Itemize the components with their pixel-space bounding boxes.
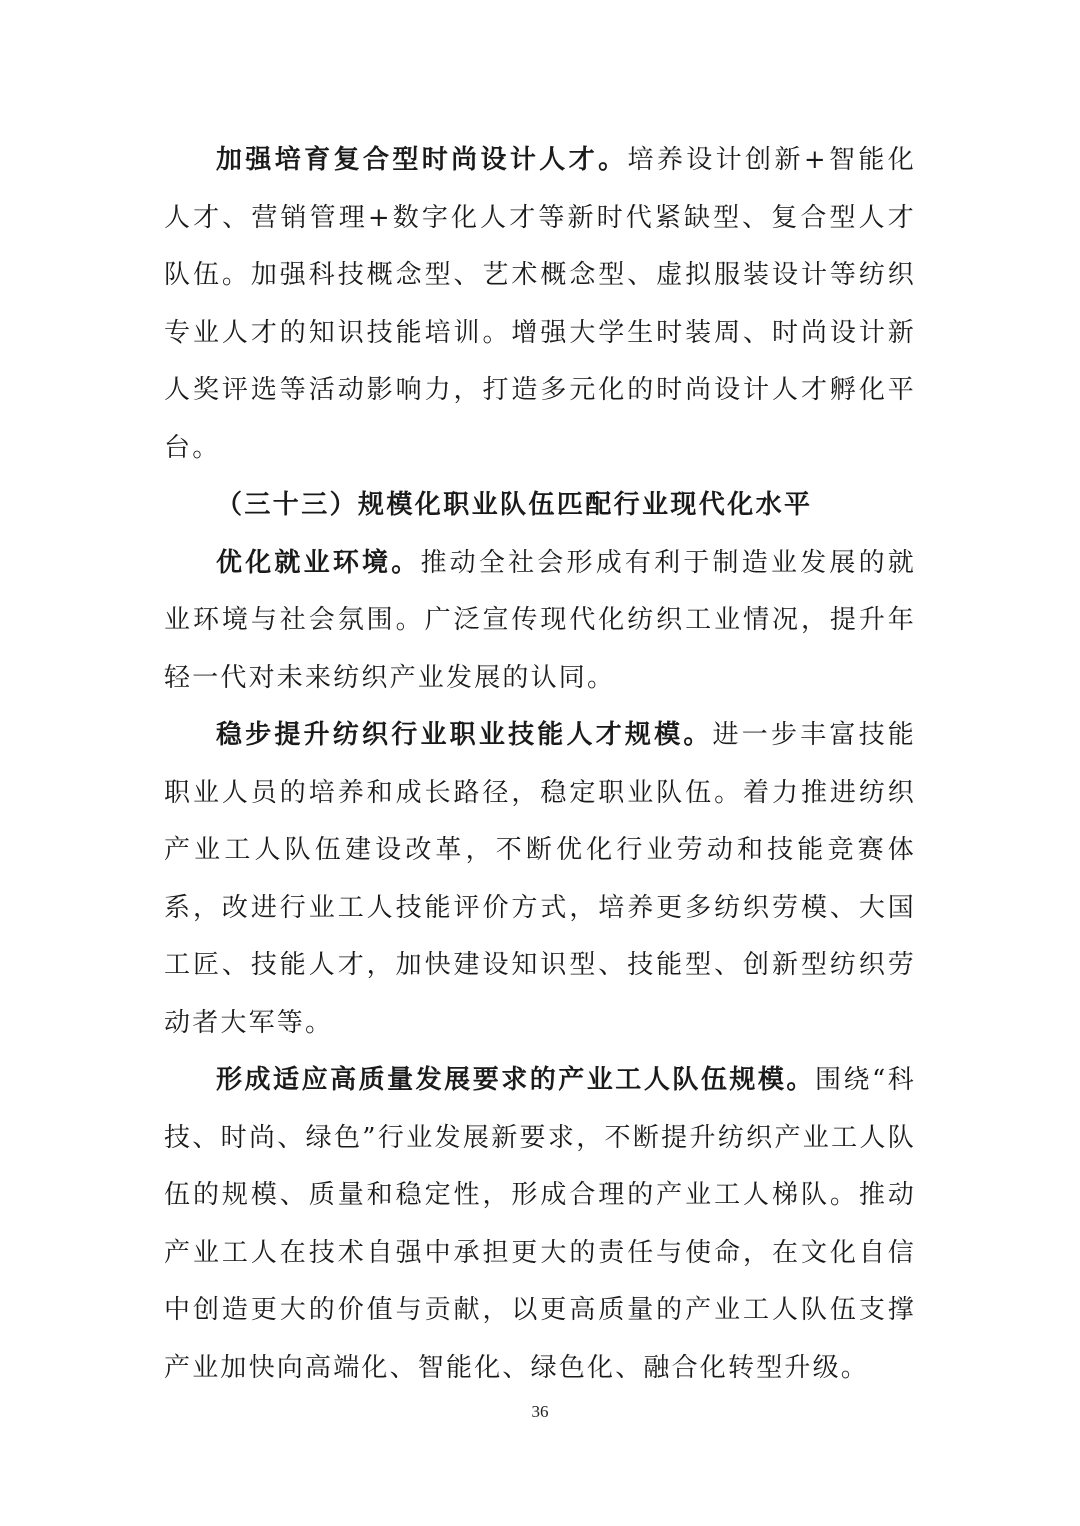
paragraph-talent-cultivation [164,132,916,477]
document-page [164,132,916,1397]
paragraph-industrial-workforce [164,1052,916,1397]
page-number: 36 [531,1402,549,1421]
paragraph-skilled-talent [164,707,916,1052]
paragraph-lead: 加强培育复合型时尚设计人才。 [216,145,628,175]
paragraph-lead: 稳步提升纺织行业职业技能人才规模。 [216,720,713,750]
paragraph-lead: 形成适应高质量发展要求的产业工人队伍规模。 [216,1065,815,1095]
paragraph-body: 进一步丰富技能职业人员的培养和成长路径，稳定职业队伍。着力推进纺织产业工人队伍建设改革，不断优化行业劳动和技能竞赛体系，改进行业工人技能评价方式，培养更多纺织劳模、大国工匠、技能人才，加快建设知识型、技能型、创新型纺织劳动者大军等。 [164,720,916,1038]
paragraph-employment-environment [164,535,916,708]
paragraph-body: 培养设计创新+智能化人才、营销管理+数字化人才等新时代紧缺型、复合型人才队伍。加强科技概念型、艺术概念型、虚拟服装设计等纺织专业人才的知识技能培训。增强大学生时装周、时尚设计新人奖评选等活动影响力，打造多元化的时尚设计人才孵化平台。 [164,145,916,463]
paragraph-lead: 优化就业环境。 [216,547,421,578]
paragraph-body: 推动全社会形成有利于制造业发展的就业环境与社会氛围。广泛宣传现代化纺织工业情况，提升年轻一代对未来纺织产业发展的认同。 [164,547,916,693]
section-heading: （三十三）规模化职业队伍匹配行业现代化水平 [216,490,813,520]
paragraph-body: 围绕“科技、时尚、绿色”行业发展新要求，不断提升纺织产业工人队伍的规模、质量和稳定性，形成合理的产业工人梯队。推动产业工人在技术自强中承担更大的责任与使命，在文化自信中创造更大的价值与贡献，以更高质量的产业工人队伍支撑产业加快向高端化、智能化、绿色化、融合化转型升级。 [164,1065,917,1383]
